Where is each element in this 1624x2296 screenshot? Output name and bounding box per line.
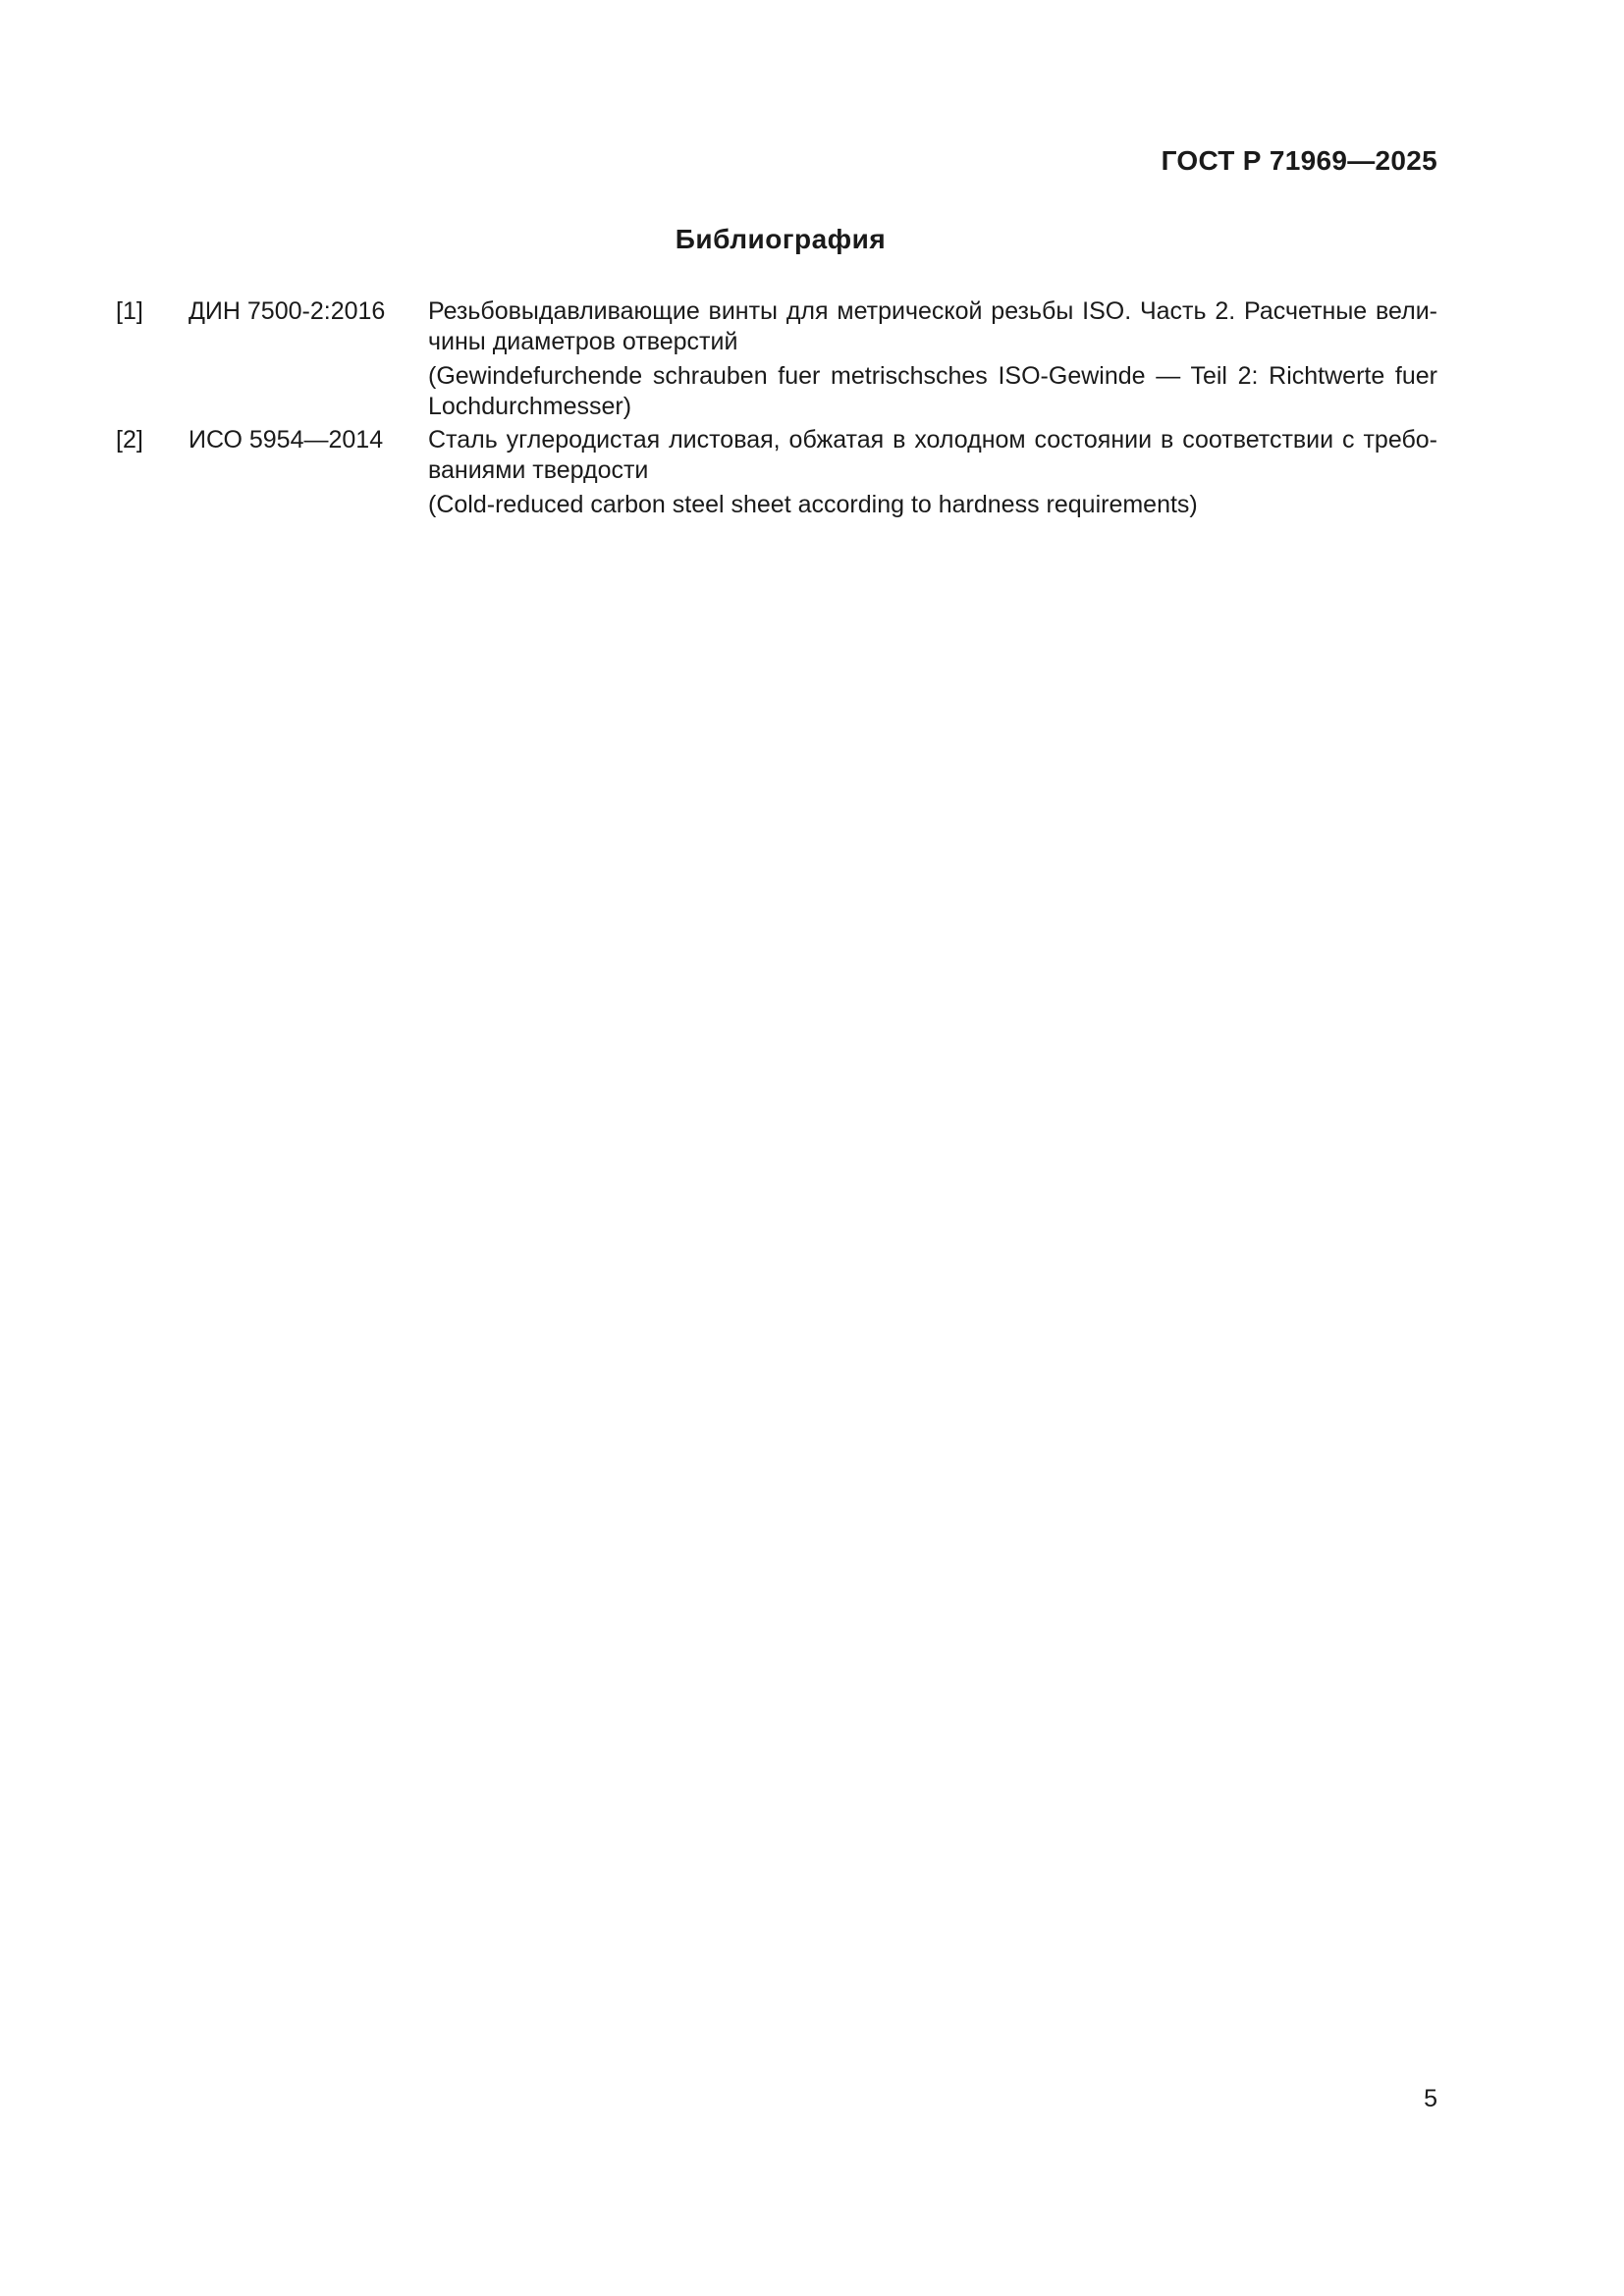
entry-standard-code: ДИН 7500-2:2016 bbox=[189, 297, 386, 325]
entry-original-title: (Cold-reduced carbon steel sheet according to hardness requirements) bbox=[428, 491, 1198, 518]
entry-body bbox=[428, 425, 1437, 520]
entry-body bbox=[428, 296, 1437, 422]
entry-standard-code: ИСО 5954—2014 bbox=[189, 426, 384, 454]
entry-title: Резьбовыдавливающие винты для метрической резьбы ISO. Часть 2. Расчетные величины диаметров отверстий bbox=[428, 297, 1437, 355]
bibliography-list bbox=[116, 296, 1437, 520]
bibliography-entry bbox=[116, 425, 1437, 520]
bibliography-entry bbox=[116, 296, 1437, 422]
page-number: 5 bbox=[1424, 2085, 1437, 2112]
entry-number: [2] bbox=[116, 426, 143, 454]
entry-original-title: (Gewindefurchende schrauben fuer metrischsches ISO-Gewinde — Teil 2: Richtwerte fuer Lochdurchmesser) bbox=[428, 362, 1437, 420]
document-code-header: ГОСТ Р 71969—2025 bbox=[1161, 145, 1437, 176]
entry-number: [1] bbox=[116, 297, 143, 325]
entry-title: Сталь углеродистая листовая, обжатая в холодном состоянии в соответствии с требованиями твердости bbox=[428, 426, 1437, 484]
bibliography-title: Библиография bbox=[675, 224, 887, 254]
